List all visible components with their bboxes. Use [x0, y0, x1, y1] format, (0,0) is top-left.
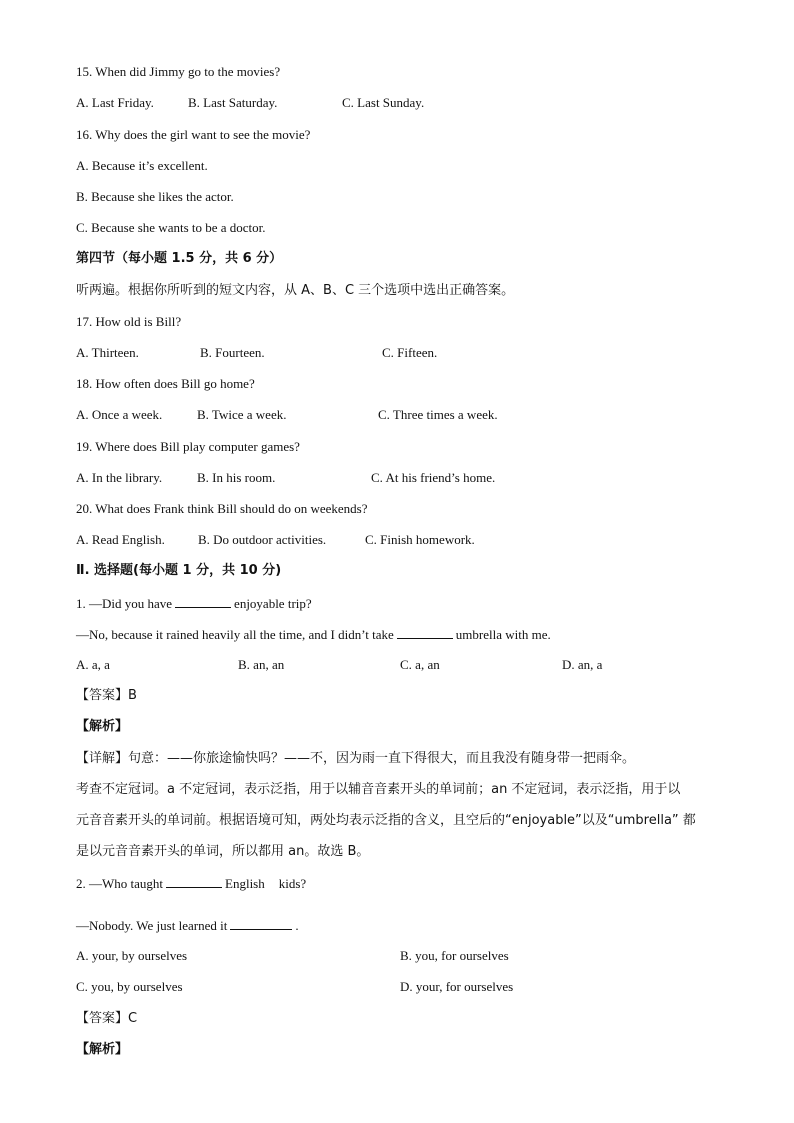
section-4-heading: 第四节（每小题 1.5 分，共 6 分）: [76, 251, 283, 266]
mc2-answer: 【答案】C: [76, 1011, 138, 1026]
mc1-detail: 【详解】句意：——你旅途愉快吗？——不，因为雨一直下得很大，而且我没有随身带一把雨伞。: [76, 751, 636, 766]
q20-option-a: A. Read English.: [76, 532, 165, 547]
q16-option-b: B. Because she likes the actor.: [76, 189, 234, 204]
q18-option-c: C. Three times a week.: [378, 407, 498, 422]
mc1-explanation-1: 考查不定冠词。a 不定冠词，表示泛指，用于以辅音音素开头的单词前；an 不定冠词，表示泛指，用于以: [76, 782, 681, 797]
mc2-text-d: —Nobody. We just learned it: [76, 918, 228, 933]
q17-option-b: B. Fourteen.: [200, 345, 265, 360]
q16-option-c: C. Because she wants to be a doctor.: [76, 220, 266, 235]
section-4-instruction: 听两遍。根据你所听到的短文内容，从 A、B、C 三个选项中选出正确答案。: [76, 283, 515, 298]
question-19: 19. Where does Bill play computer games?: [76, 439, 300, 454]
mc1-explanation-2: 元音音素开头的单词前。根据语境可知，两处均表示泛指的含义，且空后的“enjoyable”以及“umbrella” 都: [76, 813, 696, 828]
section-2-heading: Ⅱ. 选择题(每小题 1 分，共 10 分): [76, 563, 282, 578]
mc1-option-b: B. an, an: [238, 657, 285, 672]
q20-option-c: C. Finish homework.: [365, 532, 475, 547]
mc1-text-d: umbrella with me.: [455, 627, 551, 642]
mc2-analysis-label: 【解析】: [76, 1042, 129, 1057]
mc2-text-a: 2. —Who taught: [76, 876, 164, 891]
q17-option-a: A. Thirteen.: [76, 345, 139, 360]
mc2-blank-2: [230, 917, 292, 930]
mc1-question: [76, 595, 312, 612]
mc1-answer: 【答案】B: [76, 688, 137, 703]
q19-option-b: B. In his room.: [197, 470, 276, 485]
q15-option-a: A. Last Friday.: [76, 95, 154, 110]
question-15: 15. When did Jimmy go to the movies?: [76, 64, 281, 79]
mc2-option-a: A. your, by ourselves: [76, 948, 188, 963]
mc1-option-d: D. an, a: [562, 657, 603, 672]
mc1-option-a: A. a, a: [76, 657, 110, 672]
q16-option-a: A. Because it’s excellent.: [76, 158, 208, 173]
mc1-text-a: 1. —Did you have: [76, 596, 173, 611]
q19-option-c: C. At his friend’s home.: [371, 470, 496, 485]
mc1-response: [76, 626, 551, 643]
mc1-explanation-3: 是以元音音素开头的单词，所以都用 an。故选 B。: [76, 844, 370, 859]
q17-option-c: C. Fifteen.: [382, 345, 438, 360]
mc1-text-b: enjoyable trip?: [234, 596, 312, 611]
mc1-analysis-label: 【解析】: [76, 719, 129, 734]
mc1-blank-2: [397, 626, 453, 639]
q15-option-c: C. Last Sunday.: [342, 95, 425, 110]
q20-option-b: B. Do outdoor activities.: [198, 532, 327, 547]
mc2-option-d: D. your, for ourselves: [400, 979, 514, 994]
mc2-text-c: kids?: [278, 876, 307, 891]
mc1-option-c: C. a, an: [400, 657, 440, 672]
q18-option-a: A. Once a week.: [76, 407, 163, 422]
q15-option-b: B. Last Saturday.: [188, 95, 278, 110]
question-18: 18. How often does Bill go home?: [76, 376, 255, 391]
mc2-response: [76, 917, 299, 934]
mc2-question: [76, 875, 306, 892]
mc2-text-e: .: [295, 918, 299, 933]
mc2-option-b: B. you, for ourselves: [400, 948, 509, 963]
mc2-text-b: English: [225, 876, 265, 891]
question-16: 16. Why does the girl want to see the movie?: [76, 127, 311, 142]
q18-option-b: B. Twice a week.: [197, 407, 287, 422]
mc2-option-c: C. you, by ourselves: [76, 979, 183, 994]
mc1-text-c: —No, because it rained heavily all the time, and I didn’t take: [76, 627, 394, 642]
mc1-blank-1: [175, 595, 231, 608]
mc2-blank-1: [166, 875, 222, 888]
question-17: 17. How old is Bill?: [76, 314, 182, 329]
q19-option-a: A. In the library.: [76, 470, 163, 485]
question-20: 20. What does Frank think Bill should do on weekends?: [76, 501, 368, 516]
